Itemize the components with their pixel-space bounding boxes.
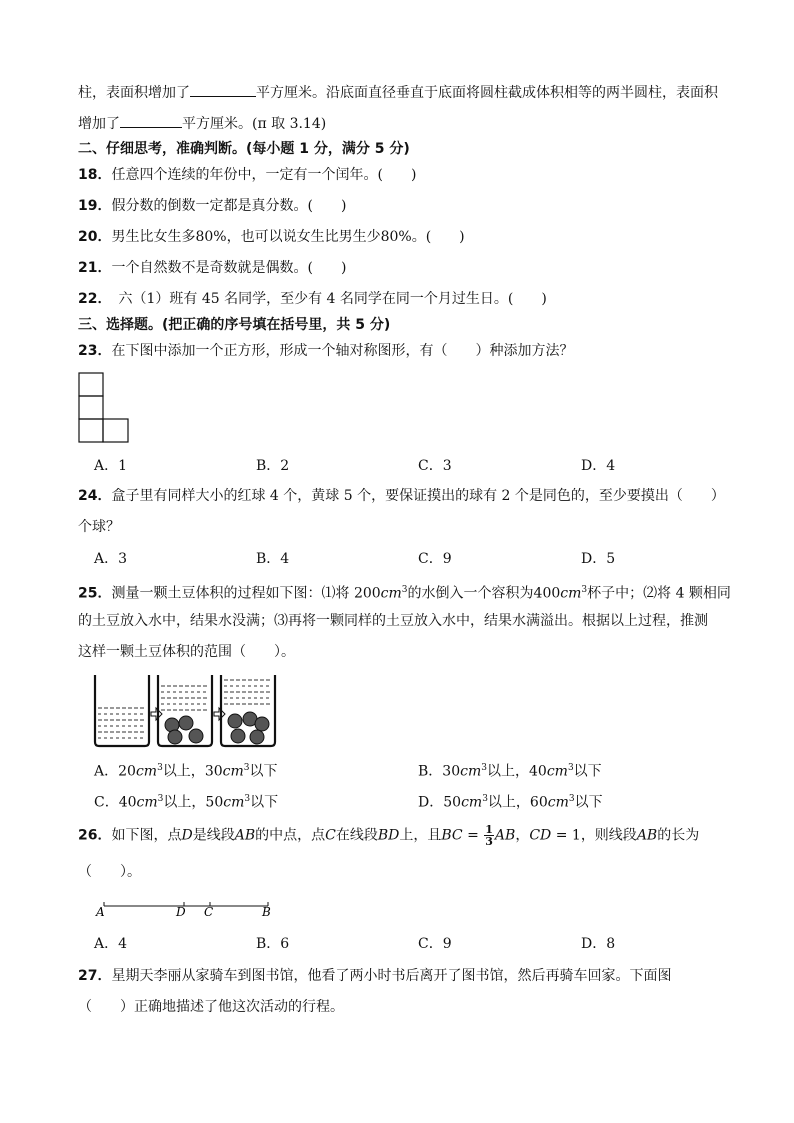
option-b[interactable]: B．$30cm^3$以上，$40cm^3$以下 <box>418 763 602 780</box>
question-22 <box>78 289 547 309</box>
option-b[interactable]: B．4 <box>256 551 290 567</box>
option-d[interactable]: D．4 <box>581 458 616 474</box>
question-text: 的中点，点 <box>255 827 326 844</box>
question-18 <box>78 165 416 185</box>
question-number: 19． <box>78 198 112 214</box>
option-letter: C． <box>94 794 119 811</box>
question-number: 24． <box>78 488 112 504</box>
unit: cm <box>560 585 582 602</box>
potato-cups-figure <box>92 672 278 750</box>
option-value: 60 <box>529 794 548 811</box>
option-d[interactable]: D．5 <box>581 551 616 567</box>
question-27-cont: （ ）正确地描述了他这次活动的行程。 <box>78 999 344 1015</box>
math-var: BC <box>441 827 463 844</box>
math-var: C <box>325 827 336 844</box>
option-value: 50 <box>443 794 462 811</box>
intro-line-1 <box>78 82 718 103</box>
option-a[interactable]: A．4 <box>94 936 128 952</box>
option-value: 40 <box>528 763 547 780</box>
option-text: 以上， <box>163 794 206 811</box>
volume-value: 200 <box>353 585 381 602</box>
intro-text: 增加了 <box>78 116 120 132</box>
label-b: B <box>262 905 271 919</box>
unit: cm <box>461 794 483 811</box>
option-letter: A． <box>94 763 119 780</box>
cup-3 <box>221 675 275 746</box>
question-text: 上，且 <box>399 827 442 844</box>
option-a[interactable]: A．$20cm^3$以上，$30cm^3$以下 <box>94 763 278 780</box>
fraction-denominator: 3 <box>485 835 493 848</box>
option-text: 以上， <box>162 763 205 780</box>
option-text: 以上， <box>486 763 529 780</box>
label-d: D <box>176 905 186 919</box>
question-text: 任意四个连续的年份中，一定有一个闰年。( ) <box>111 167 417 183</box>
option-c[interactable]: C．9 <box>418 551 452 567</box>
unit: cm <box>547 794 569 811</box>
unit: cm <box>546 763 568 780</box>
question-19 <box>78 196 346 216</box>
answer-blank[interactable] <box>120 113 182 128</box>
question-text: 假分数的倒数一定都是真分数。( ) <box>111 198 347 214</box>
square-grid-figure <box>78 372 132 444</box>
arrow-icon <box>214 708 225 720</box>
unit: cm <box>223 794 245 811</box>
question-text: ，则线段 <box>580 827 637 844</box>
question-text: 在下图中添加一个正方形，形成一个轴对称图形，有（ ）种添加方法？ <box>111 343 574 359</box>
option-c[interactable]: C．$40cm^3$以上，$50cm^3$以下 <box>94 794 279 811</box>
option-letter: B． <box>418 763 443 780</box>
question-25: 25．测量一颗土豆体积的过程如下图：⑴将 $200cm^3$的水倒入一个容积为$400cm^3$杯子中；⑵将 4 颗相同 <box>78 585 731 602</box>
option-value: 30 <box>442 763 461 780</box>
option-value: 40 <box>118 794 137 811</box>
option-a[interactable]: A．1 <box>94 458 128 474</box>
math-var: AB <box>494 827 516 844</box>
option-d[interactable]: D．8 <box>581 936 616 952</box>
math-var: AB <box>234 827 256 844</box>
question-text: ， <box>515 827 530 844</box>
label-c: C <box>204 905 214 919</box>
question-number: 27． <box>78 968 112 984</box>
question-23 <box>78 341 573 361</box>
section-heading: 二、仔细思考，准确判断。(每小题 1 分，满分 5 分) <box>78 141 410 157</box>
question-text: 在线段 <box>335 827 378 844</box>
question-26-cont: （ ）。 <box>78 864 141 880</box>
option-a[interactable]: A．3 <box>94 551 128 567</box>
intro-line-2 <box>78 113 326 134</box>
intro-text: 平方厘米。(π 取 3.14) <box>182 116 327 132</box>
option-value: 20 <box>118 763 136 780</box>
question-number: 26． <box>78 827 112 844</box>
volume-value: 400 <box>533 585 561 602</box>
label-a: A <box>96 905 105 919</box>
question-24 <box>78 486 725 506</box>
question-26 <box>78 824 699 847</box>
unit: cm <box>380 585 402 602</box>
cup-1 <box>95 675 149 746</box>
question-number: 20． <box>78 229 112 245</box>
question-25-line2: 的土豆放入水中，结果水没满；⑶再将一颗同样的土豆放入水中，结果水满溢出。根据以上过程，推测 <box>78 613 708 629</box>
arrow-icon <box>151 708 162 720</box>
question-25-line3: 这样一颗土豆体积的范围（ ）。 <box>78 644 295 660</box>
question-21 <box>78 258 346 278</box>
unit: cm <box>136 794 158 811</box>
section-heading: 三、选择题。(把正确的序号填在括号里，共 5 分) <box>78 317 391 333</box>
answer-blank[interactable] <box>190 82 256 97</box>
question-text: 如下图，点 <box>111 827 182 844</box>
option-value: 30 <box>204 763 223 780</box>
question-27 <box>78 966 671 986</box>
question-number: 23． <box>78 343 112 359</box>
math-op: = <box>462 827 484 844</box>
math-var: CD <box>529 827 552 844</box>
option-text: 以下 <box>250 794 279 811</box>
unit: cm <box>460 763 482 780</box>
unit: cm <box>222 763 244 780</box>
option-text: 以上， <box>487 794 530 811</box>
option-letter: D． <box>418 794 444 811</box>
question-text: 星期天李丽从家骑车到图书馆，他看了两小时书后离开了图书馆，然后再骑车回家。下面图 <box>111 968 672 984</box>
cup-2 <box>158 675 212 746</box>
option-b[interactable]: B．2 <box>256 458 290 474</box>
fraction <box>484 824 494 847</box>
question-text: 测量一颗土豆体积的过程如下图：⑴将 <box>111 585 354 602</box>
question-text: 的水倒入一个容积为 <box>407 585 534 602</box>
math-var: BD <box>377 827 400 844</box>
option-value: 50 <box>205 794 224 811</box>
option-c[interactable]: C．9 <box>418 936 452 952</box>
option-c[interactable]: C．3 <box>418 458 452 474</box>
question-text: 男生比女生多80%，也可以说女生比男生少80%。( ) <box>111 229 465 245</box>
question-number: 21． <box>78 260 112 276</box>
intro-text: 平方厘米。沿底面直径垂直于底面将圆柱截成体积相等的两半圆柱，表面积 <box>256 85 718 101</box>
math-var: AB <box>636 827 658 844</box>
question-number: 25． <box>78 585 112 602</box>
question-text: 六（1）班有 45 名同学，至少有 4 名同学在同一个月过生日。( ) <box>104 291 547 307</box>
math-var: D <box>181 827 193 844</box>
question-text: 一个自然数不是奇数就是偶数。( ) <box>111 260 347 276</box>
question-text: 的长为 <box>657 827 700 844</box>
option-text: 以下 <box>573 763 602 780</box>
math-op: = 1 <box>551 827 581 844</box>
question-20 <box>78 227 465 247</box>
question-text: 杯子中；⑵将 4 颗相同 <box>587 585 731 602</box>
option-text: 以下 <box>249 763 278 780</box>
question-24-cont: 个球？ <box>78 519 120 535</box>
fraction-numerator: 1 <box>485 823 493 836</box>
question-text: 是线段 <box>192 827 235 844</box>
option-b[interactable]: B．6 <box>256 936 290 952</box>
question-number: 18． <box>78 167 112 183</box>
option-d[interactable]: D．$50cm^3$以上，$60cm^3$以下 <box>418 794 603 811</box>
question-text: 盒子里有同样大小的红球 4 个，黄球 5 个，要保证摸出的球有 2 个是同色的，至少要摸出（ ） <box>111 488 725 504</box>
line-segment-figure <box>90 898 290 922</box>
intro-text: 柱，表面积增加了 <box>78 85 190 101</box>
question-number: 22． <box>78 291 105 307</box>
unit: cm <box>135 763 158 780</box>
option-text: 以下 <box>574 794 603 811</box>
